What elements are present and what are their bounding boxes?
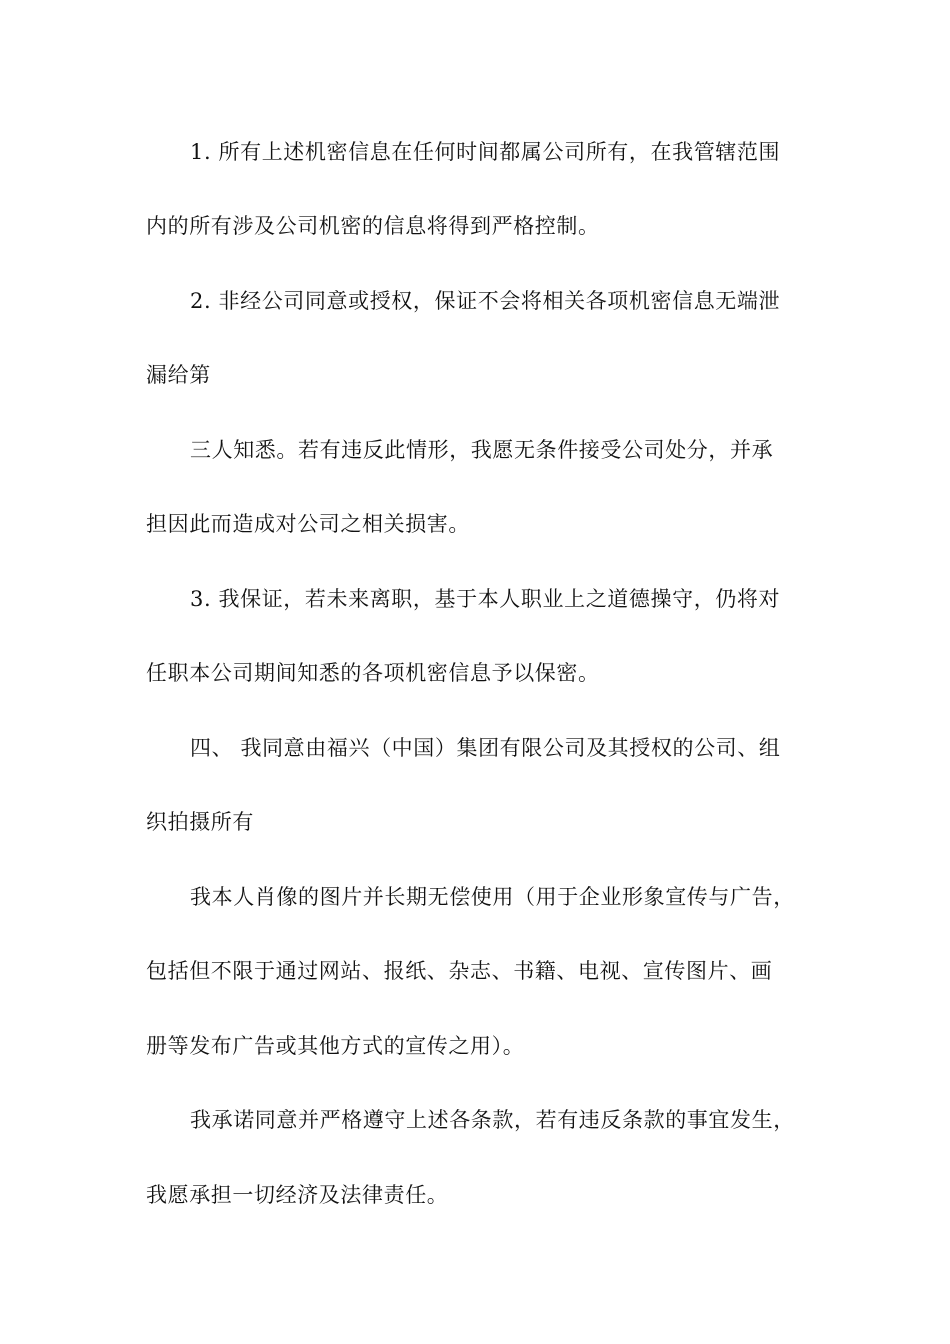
section-4-line-5: 册等发布广告或其他方式的宣传之用）。 [146, 1034, 525, 1058]
clause-1-line-2: 内的所有涉及公司机密的信息将得到严格控制。 [146, 214, 600, 238]
section-4-line-4: 包括但不限于通过网站、报纸、杂志、书籍、电视、宣传图片、画 [146, 959, 773, 983]
clause-3-line-1: 3. 我保证，若未来离职，基于本人职业上之道德操守，仍将对 [190, 587, 781, 611]
clause-3-line-2: 任职本公司期间知悉的各项机密信息予以保密。 [146, 661, 600, 685]
commitment-line-2: 我愿承担一切经济及法律责任。 [146, 1183, 449, 1207]
commitment-line-1: 我承诺同意并严格遵守上述各条款，若有违反条款的事宜发生， [190, 1108, 795, 1132]
clause-2-line-2: 漏给第 [146, 363, 211, 387]
clause-2-line-4: 担因此而造成对公司之相关损害。 [146, 512, 470, 536]
section-4-line-1: 四、 我同意由福兴（中国）集团有限公司及其授权的公司、组 [190, 736, 781, 760]
clause-1-line-1: 1. 所有上述机密信息在任何时间都属公司所有，在我管辖范围 [190, 140, 781, 164]
section-4-line-2: 织拍摄所有 [146, 810, 254, 834]
section-4-line-3: 我本人肖像的图片并长期无偿使用（用于企业形象宣传与广告， [190, 885, 795, 909]
clause-2-line-1: 2. 非经公司同意或授权，保证不会将相关各项机密信息无端泄 [190, 289, 781, 313]
clause-2-line-3: 三人知悉。若有违反此情形，我愿无条件接受公司处分，并承 [190, 438, 774, 462]
